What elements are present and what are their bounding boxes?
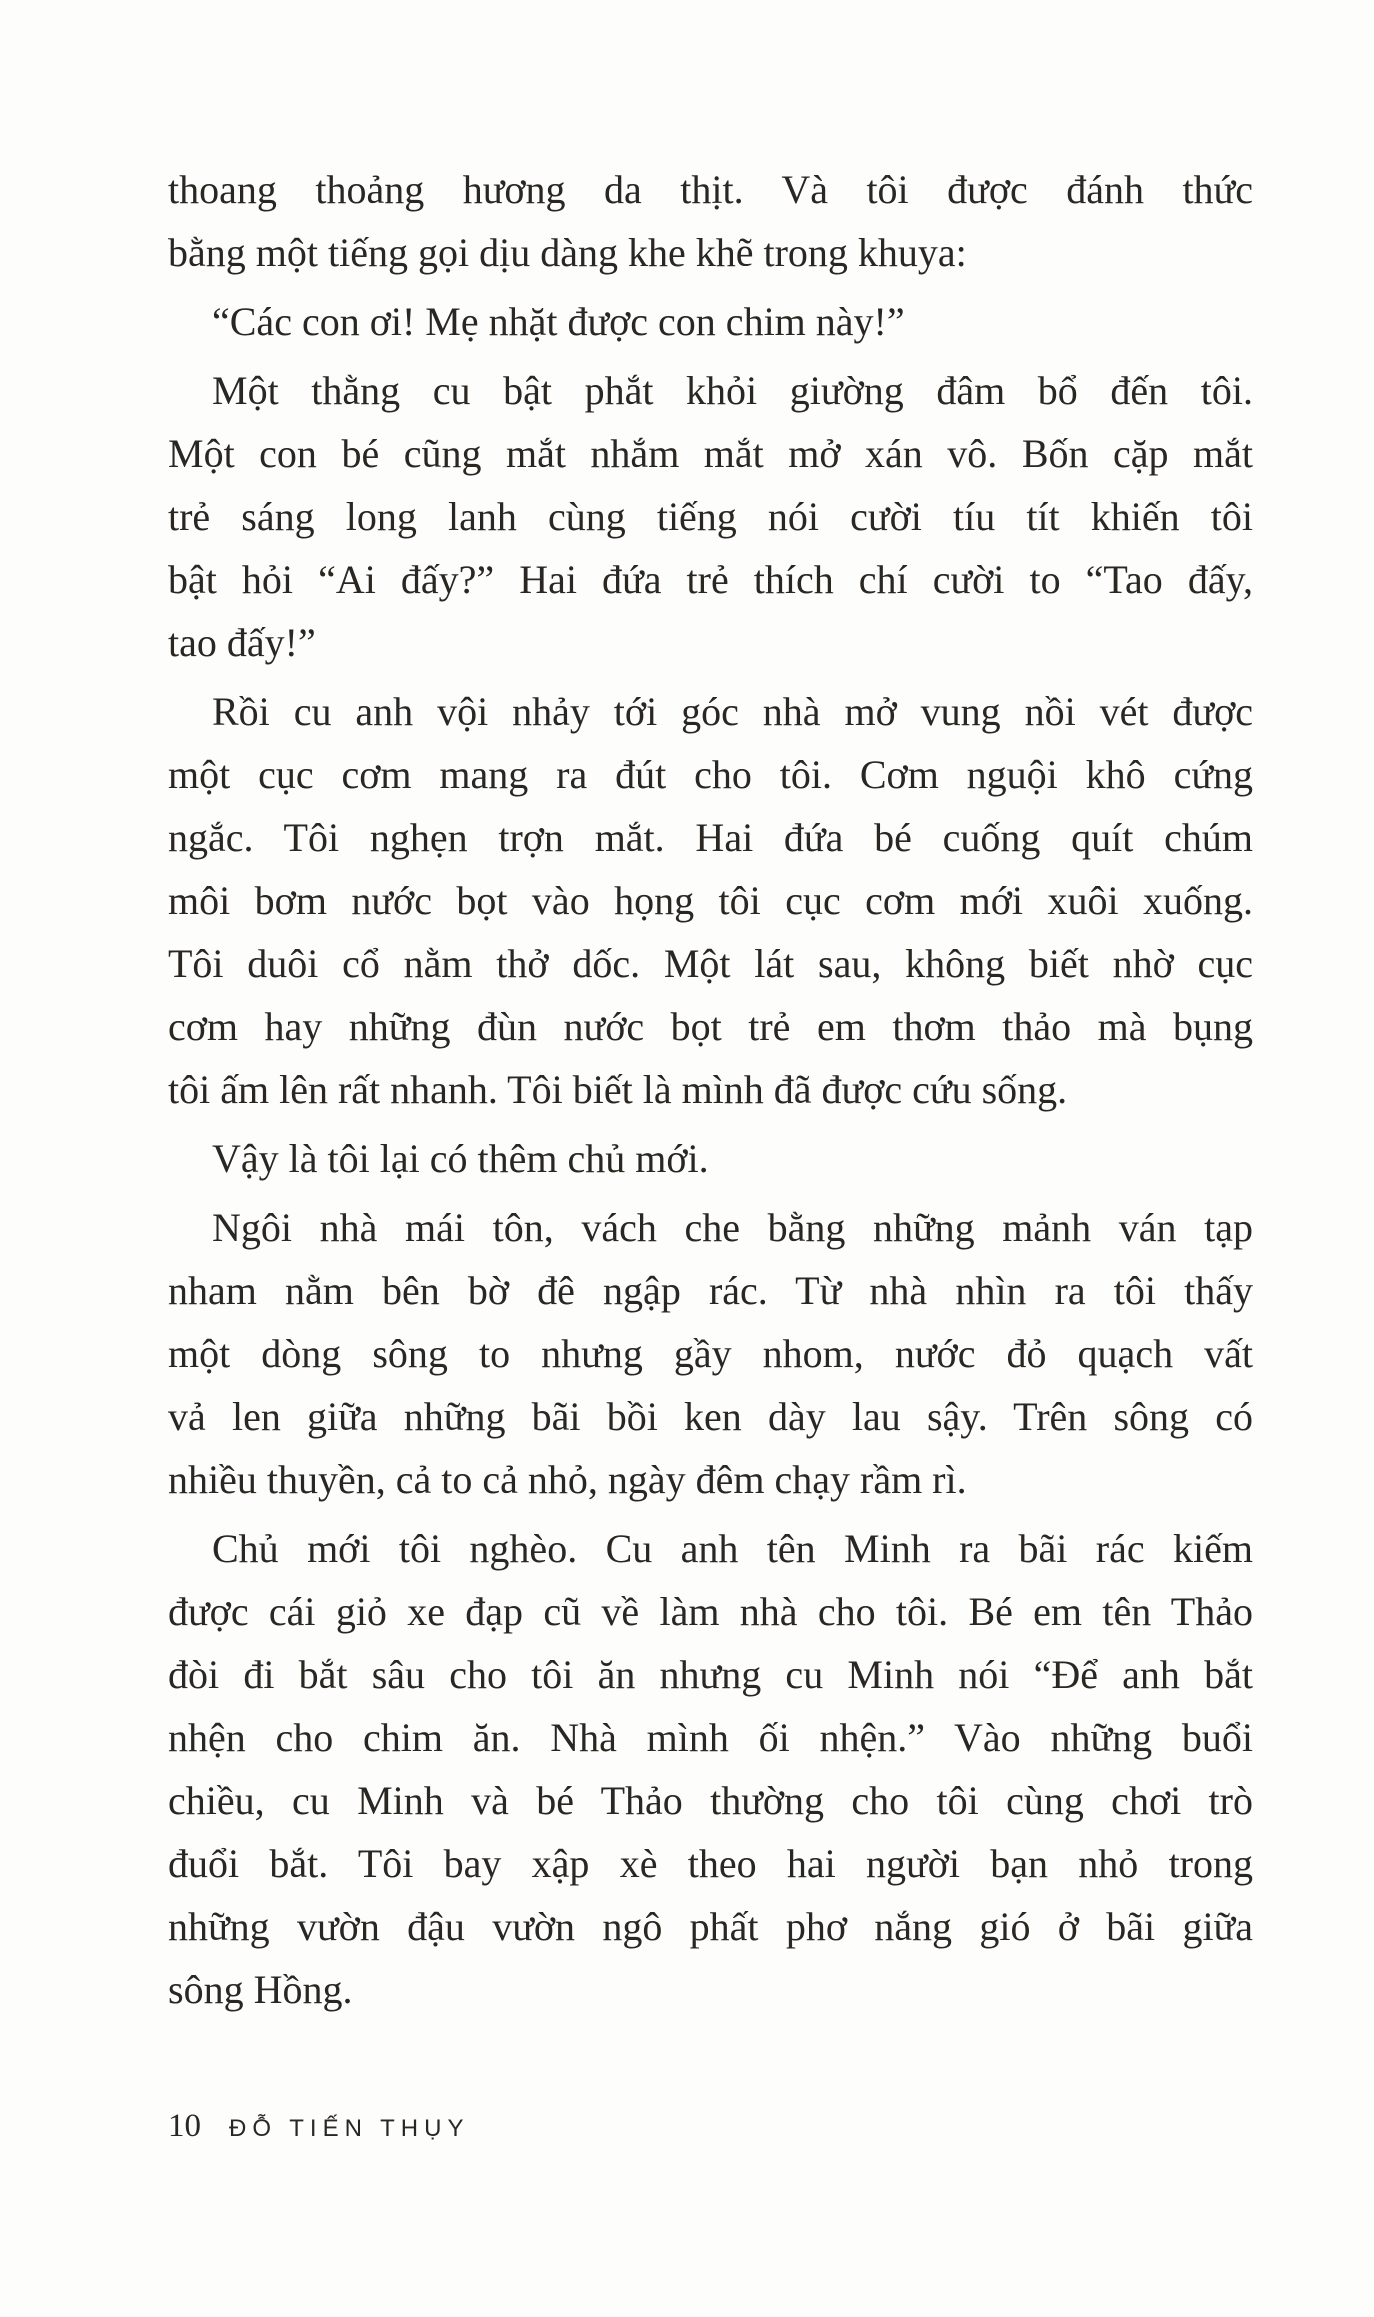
text-line: một cục cơm mang ra đút cho tôi. Cơm nguội khô cứng [168, 752, 1253, 797]
text-line: đuổi bắt. Tôi bay xập xè theo hai người bạn nhỏ trong [168, 1841, 1253, 1886]
text-line: cơm hay những đùn nước bọt trẻ em thơm thảo mà bụng [168, 1004, 1253, 1049]
paragraph [168, 1517, 1253, 2021]
body-text [168, 158, 1253, 2027]
text-line: Một con bé cũng mắt nhắm mắt mở xán vô. Bốn cặp mắt [168, 431, 1253, 476]
author-running-head: ĐỖ TIẾN THỤY [229, 2115, 470, 2142]
text-line: bằng một tiếng gọi dịu dàng khe khẽ trong khuya: [168, 230, 967, 275]
text-line: nhiều thuyền, cả to cả nhỏ, ngày đêm chạy rầm rì. [168, 1457, 967, 1502]
text-line: nhện cho chim ăn. Nhà mình ối nhện.” Vào những buổi [168, 1715, 1253, 1760]
page-number: 10 [168, 2108, 201, 2144]
text-line: nham nằm bên bờ đê ngập rác. Từ nhà nhìn ra tôi thấy [168, 1268, 1253, 1313]
text-line: những vườn đậu vườn ngô phất phơ nắng gió ở bãi giữa [168, 1904, 1253, 1949]
text-line: vả len giữa những bãi bồi ken dày lau sậy. Trên sông có [168, 1394, 1253, 1439]
text-line: trẻ sáng long lanh cùng tiếng nói cười tíu tít khiến tôi [168, 494, 1253, 539]
text-line: Một thằng cu bật phắt khỏi giường đâm bổ đến tôi. [212, 368, 1253, 413]
paragraph [168, 290, 1253, 353]
text-line: sông Hồng. [168, 1967, 353, 2012]
page-footer [168, 2108, 469, 2145]
text-line: tôi ấm lên rất nhanh. Tôi biết là mình đã được cứu sống. [168, 1067, 1068, 1112]
text-line: đòi đi bắt sâu cho tôi ăn nhưng cu Minh nói “Để anh bắt [168, 1652, 1253, 1697]
text-line: môi bơm nước bọt vào họng tôi cục cơm mới xuôi xuống. [168, 878, 1253, 923]
text-line: thoang thoảng hương da thịt. Và tôi được đánh thức [168, 167, 1253, 212]
text-line: Vậy là tôi lại có thêm chủ mới. [212, 1136, 709, 1181]
paragraph [168, 158, 1253, 284]
text-line: Tôi duôi cổ nằm thở dốc. Một lát sau, không biết nhờ cục [168, 941, 1253, 986]
text-line: bật hỏi “Ai đấy?” Hai đứa trẻ thích chí cười to “Tao đấy, [168, 557, 1253, 602]
paragraph [168, 680, 1253, 1121]
paragraph [168, 359, 1253, 674]
paragraph [168, 1196, 1253, 1511]
paragraph [168, 1127, 1253, 1190]
text-line: “Các con ơi! Mẹ nhặt được con chim này!” [212, 299, 905, 344]
text-line: Rồi cu anh vội nhảy tới góc nhà mở vung nồi vét được [212, 689, 1253, 734]
text-line: được cái giỏ xe đạp cũ về làm nhà cho tôi. Bé em tên Thảo [168, 1589, 1253, 1634]
text-line: tao đấy!” [168, 620, 316, 665]
text-line: chiều, cu Minh và bé Thảo thường cho tôi cùng chơi trò [168, 1778, 1253, 1823]
text-line: ngắc. Tôi nghẹn trợn mắt. Hai đứa bé cuống quít chúm [168, 815, 1253, 860]
text-line: Ngôi nhà mái tôn, vách che bằng những mảnh ván tạp [212, 1205, 1253, 1250]
text-line: Chủ mới tôi nghèo. Cu anh tên Minh ra bãi rác kiếm [212, 1526, 1253, 1571]
text-line: một dòng sông to nhưng gầy nhom, nước đỏ quạch vất [168, 1331, 1253, 1376]
